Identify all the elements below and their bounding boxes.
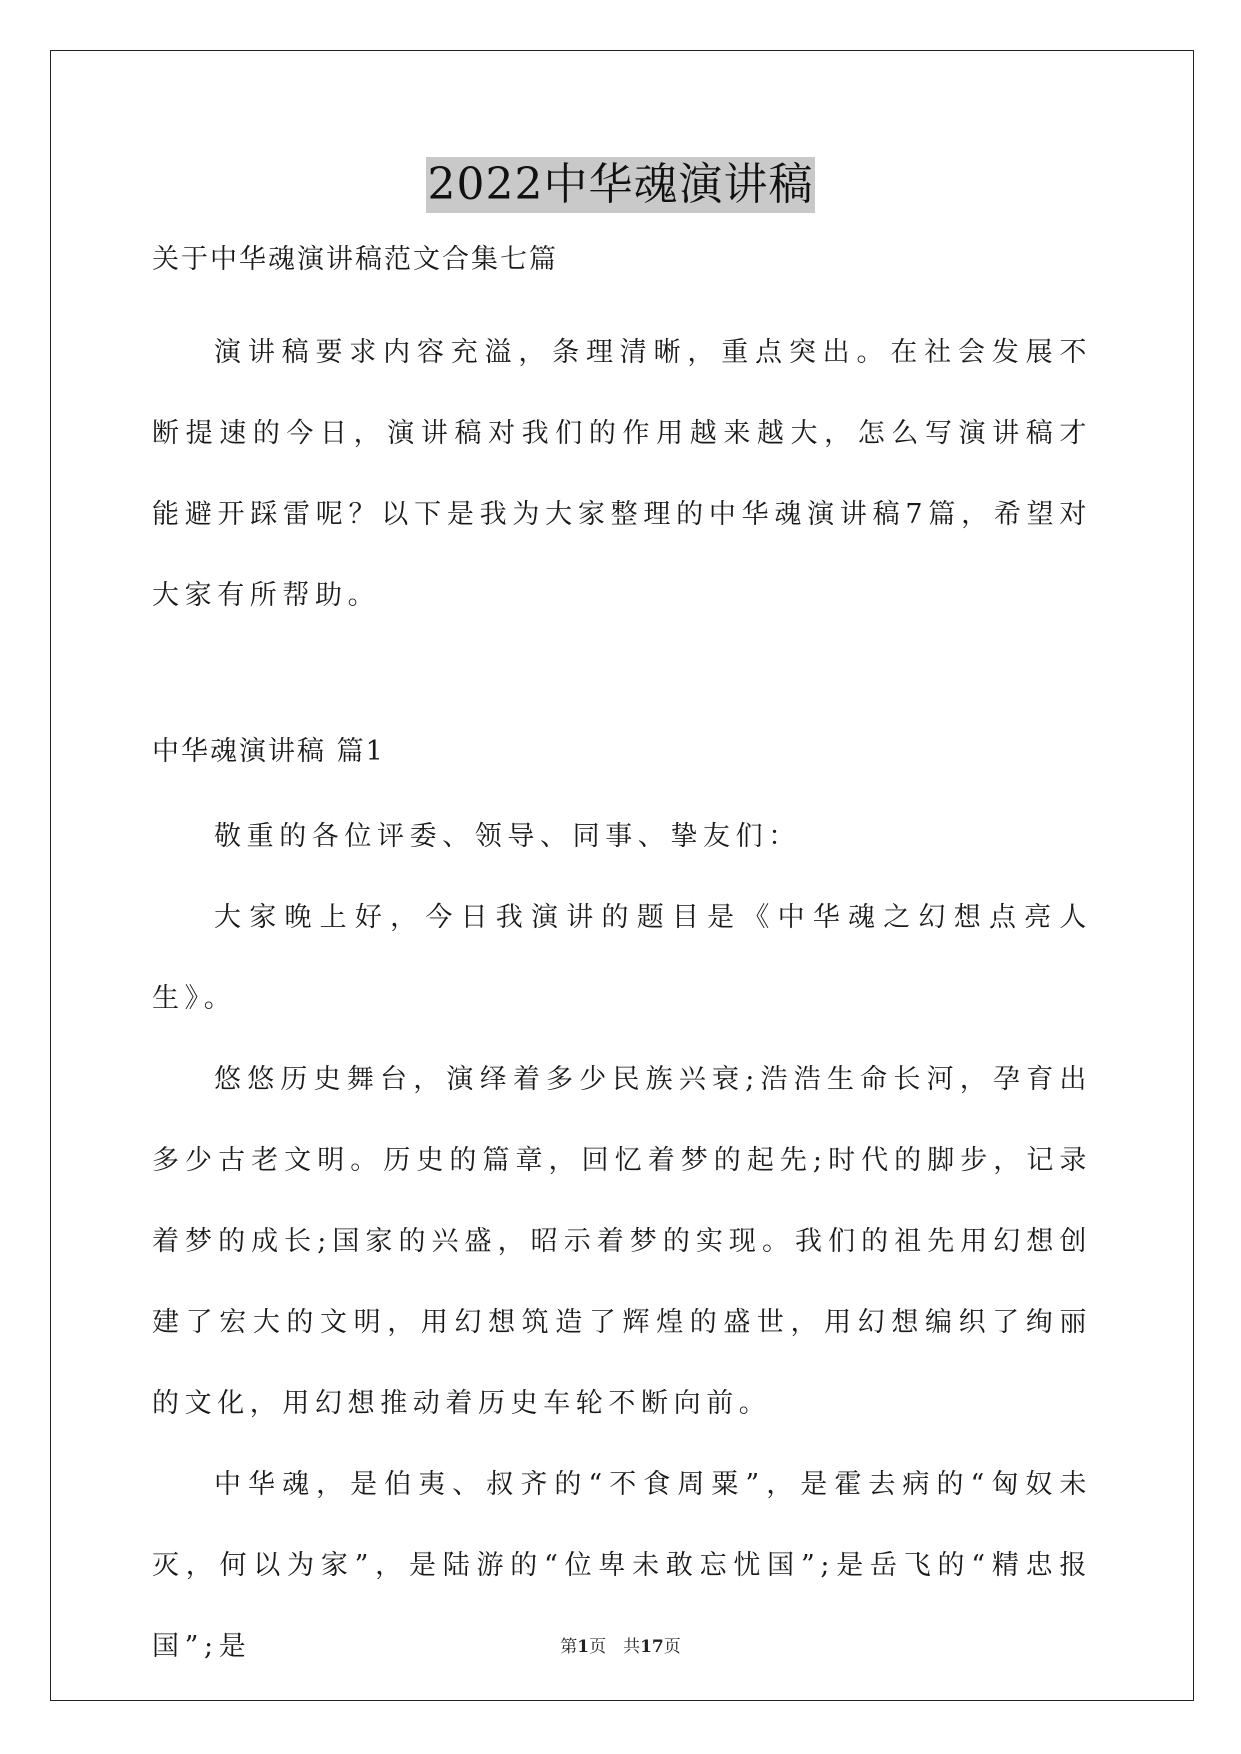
document-body: [152, 240, 1092, 1687]
body-paragraph: 中华魂，是伯夷、叔齐的“不食周粟”，是霍去病的“匈奴未灭，何以为家”，是陆游的“位卑未敢忘忧国”;是岳飞的“精忠报国”;是: [152, 1469, 1092, 1662]
body-paragraph: 大家晚上好，今日我演讲的题目是《中华魂之幻想点亮人生》。: [152, 902, 1092, 1014]
footer-page-number: 1: [577, 1637, 590, 1657]
section-heading: 中华魂演讲稿 篇1: [152, 736, 385, 767]
footer-page-mid: 页 共: [589, 1637, 641, 1657]
document-subtitle: 关于中华魂演讲稿范文合集七篇: [152, 244, 558, 275]
body-paragraph: 悠悠历史舞台，演绎着多少民族兴衰;浩浩生命长河，孕育出多少古老文明。历史的篇章，回忆着梦的起先;时代的脚步，记录着梦的成长;国家的兴盛，昭示着梦的实现。我们的祖先用幻想创建了宏大的文明，用幻想筑造了辉煌的盛世，用幻想编织了绚丽的文化，用幻想推动着历史车轮不断向前。: [152, 1064, 1092, 1419]
footer-page-prefix: 第: [560, 1637, 578, 1657]
page-footer: [0, 1632, 1241, 1657]
footer-page-suffix: 页: [663, 1637, 681, 1657]
footer-page-total: 17: [640, 1637, 664, 1657]
intro-paragraph: 演讲稿要求内容充溢，条理清晰，重点突出。在社会发展不断提速的今日，演讲稿对我们的作用越来越大，怎么写演讲稿才能避开踩雷呢？以下是我为大家整理的中华魂演讲稿7篇，希望对大家有所帮助。: [152, 337, 1092, 611]
document-title: 2022中华魂演讲稿: [426, 157, 816, 213]
title-container: [0, 157, 1241, 213]
body-paragraph: 敬重的各位评委、领导、同事、挚友们：: [214, 821, 801, 852]
